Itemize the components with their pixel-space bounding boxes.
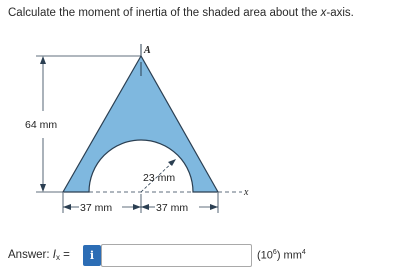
info-icon[interactable] (83, 245, 101, 266)
answer-label-sub: x (55, 253, 60, 262)
answer-label-prefix: Answer: (8, 249, 53, 261)
right-width-label: 37 mm (156, 202, 189, 214)
shaded-triangle-area (63, 56, 218, 192)
question-text-after: -axis. (326, 7, 354, 19)
question-text-before: Calculate the moment of inertia of the shaded area about the (8, 7, 321, 19)
units-label (257, 249, 306, 262)
answer-row (0, 243, 396, 269)
question-variable: x (320, 7, 327, 19)
height-arrow-bottom-icon (40, 184, 46, 192)
units-base: (10 (257, 249, 273, 262)
width-arrow-right-icon (210, 204, 218, 210)
height-arrow-top-icon (40, 56, 46, 64)
units-power: 4 (301, 249, 306, 256)
units-mid: ) mm (276, 249, 302, 262)
units-exponent: 6 (272, 249, 277, 256)
width-arrow-center-left-icon (133, 204, 141, 210)
apex-label: A (144, 45, 151, 56)
width-arrow-center-right-icon (141, 204, 149, 210)
height-label: 64 mm (25, 119, 58, 131)
x-axis-label: x (244, 187, 249, 198)
width-arrow-left-icon (63, 204, 71, 210)
radius-arrow-icon (168, 159, 176, 166)
answer-label-var: I (52, 249, 56, 261)
answer-label (8, 249, 70, 262)
left-width-label: 37 mm (80, 202, 113, 214)
info-icon-glyph: i (89, 249, 95, 262)
radius-label: 23 mm (143, 172, 176, 184)
answer-input[interactable] (101, 244, 252, 267)
answer-label-suffix: = (59, 249, 70, 261)
